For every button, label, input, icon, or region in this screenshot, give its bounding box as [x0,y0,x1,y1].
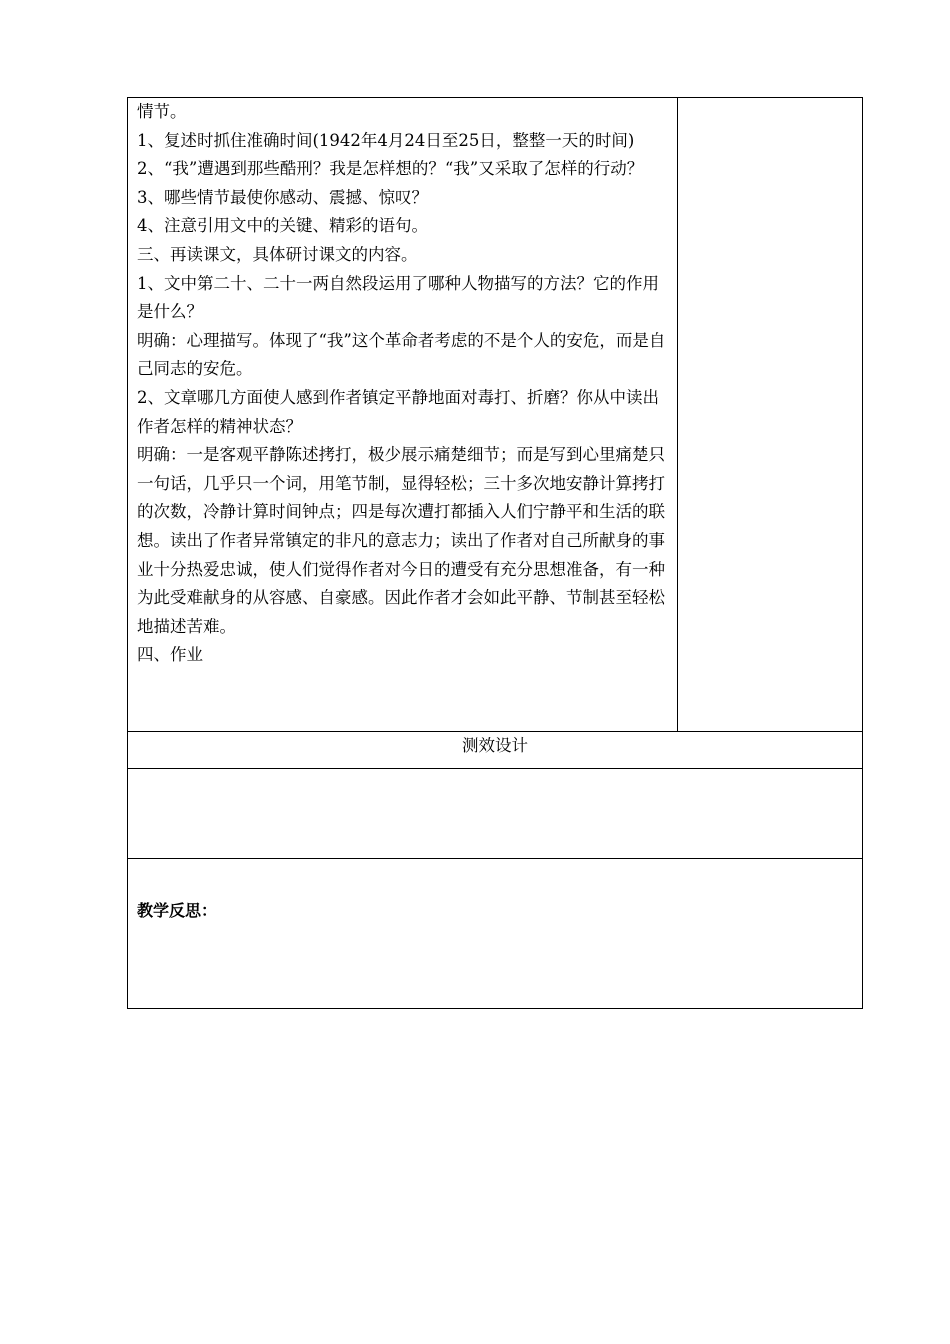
lesson-line: 1、文中第二十、二十一两自然段运用了哪种人物描写的方法？它的作用是什么？ [137,273,659,322]
reflection-label: 教学反思： [137,901,218,920]
assessment-row [128,769,863,859]
reflection-row [128,859,863,1009]
assessment-content-cell [128,769,863,859]
assessment-heading-row [128,732,863,769]
lesson-line: 3、哪些情节最使你感动、震撼、惊叹？ [137,187,428,207]
lesson-line: 明确：一是客观平静陈述拷打，极少展示痛楚细节；而是写到心里痛楚只一句话，几乎只一个词，用笔节制，显得轻松；三十多次地安静计算拷打的次数，冷静计算时间钟点；四是每次遭打都插入人们宁静平和生活的联想。读出了作者异常镇定的非凡的意志力；读出了作者对自己所献身的事业十分热爱忠诚，使人们觉得作者对今日的遭受有充分思想准备，有一种为此受难献身的从容感、自豪感。因此作者才会如此平静、节制甚至轻松地描述苦难。 [137,445,665,636]
lesson-line: 2、“我”遭遇到那些酷刑？我是怎样想的？“我”又采取了怎样的行动？ [137,159,644,179]
lesson-content-row [128,98,863,732]
lesson-line: 1、复述时抓住准确时间(1942年4月24日至25日，整整一天的时间) [137,130,635,150]
lesson-line: 情节。 [137,102,187,121]
lesson-content-cell [128,98,678,732]
lesson-line: 四、作业 [137,645,203,665]
lesson-line: 明确：心理描写。体现了“我”这个革命者考虑的不是个人的安危，而是自己同志的安危。 [137,330,666,379]
assessment-heading: 测效设计 [128,732,863,769]
lesson-line: 4、注意引用文中的关键、精彩的语句。 [137,216,428,236]
lesson-plan-table [127,97,863,1009]
lesson-line: 2、文章哪几方面使人感到作者镇定平静地面对毒打、折磨？你从中读出作者怎样的精神状态？ [137,387,659,436]
lesson-line: 三、再读课文，具体研讨课文的内容。 [137,244,418,264]
lesson-content-text [128,98,677,670]
reflection-cell [128,859,863,1009]
notes-column-cell [678,98,863,732]
